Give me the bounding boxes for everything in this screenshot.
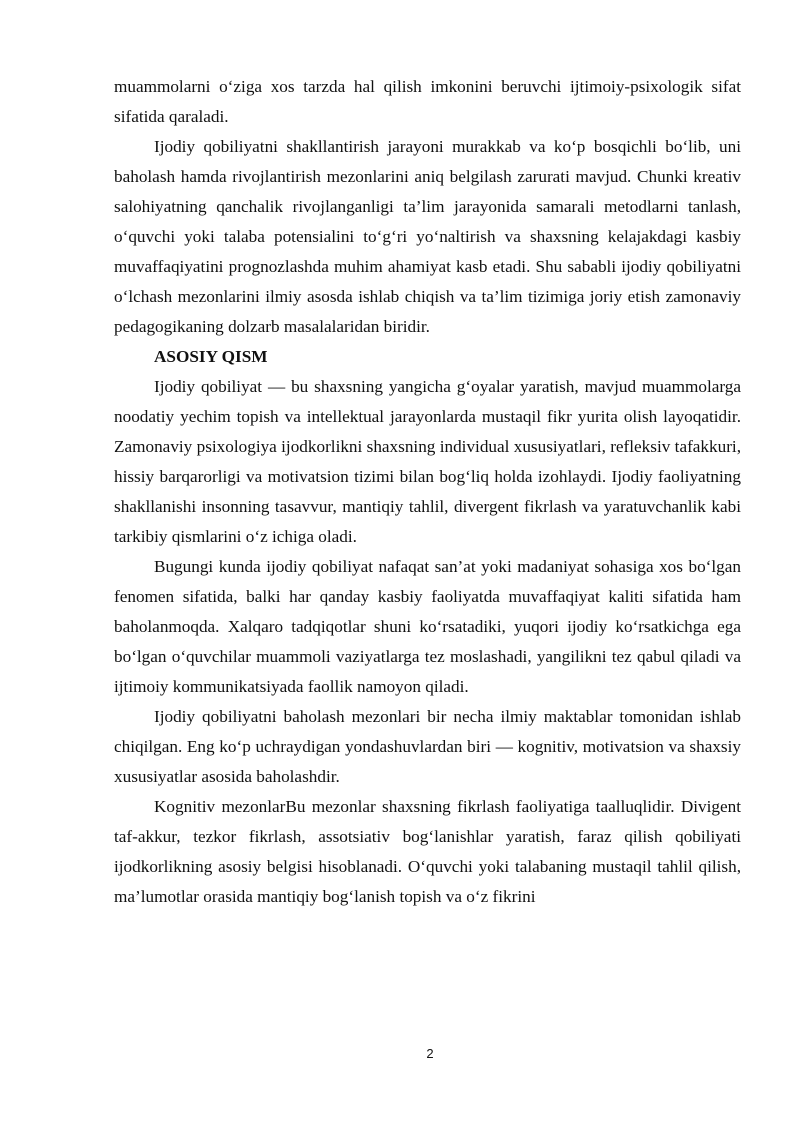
paragraph-continuation: muammolarni o‘ziga xos tarzda hal qilish imkonini beruvchi ijtimoiy-psixologik sifat sifatida qaraladi. xyxy=(114,77,741,126)
document-page xyxy=(114,72,741,912)
paragraph-importance: Bugungi kunda ijodiy qobiliyat nafaqat san’at yoki madaniyat sohasiga xos bo‘lgan fenomen sifatida, balki har qanday kasbiy faoliyatda muvaffaqiyat kaliti sifatida ham baholanmoqda. Xalqaro tadqiqotlar shuni ko‘rsatadiki, yuqori ijodiy ko‘rsatkichga ega bo‘lgan o‘quvchilar muammoli vaziyatlarga tez moslashadi, yangilikni tez qabul qiladi va ijtimoiy kommunikatsiyada faollik namoyon qiladi. xyxy=(114,557,741,696)
paragraph-criteria: Ijodiy qobiliyatni baholash mezonlari bir necha ilmiy maktablar tomonidan ishlab chiqilgan. Eng ko‘p uchraydigan yondashuvlardan biri — kognitiv, motivatsion va shaxsiy xususiyatlar asosida baholashdir. xyxy=(114,707,741,786)
paragraph-definition: Ijodiy qobiliyat — bu shaxsning yangicha g‘oyalar yaratish, mavjud muammolarga noodatiy yechim topish va intellektual jarayonlarda mustaqil fikr yurita olish layoqatidir. Zamonaviy psixologiya ijodkorlikni shaxsning individual xususiyatlari, refleksiv tafakkuri, hissiy barqarorligi va motivatsion tizimi bilan bog‘liq holda izohlaydi. Ijodiy faoliyatning shakllanishi insonning tasavvur, mantiqiy tahlil, divergent fikrlash va yaratuvchanlik kabi tarkibiy qismlarini o‘z ichiga oladi. xyxy=(114,377,741,546)
paragraph-intro: Ijodiy qobiliyatni shakllantirish jarayoni murakkab va ko‘p bosqichli bo‘lib, uni baholash hamda rivojlantirish mezonlarini aniq belgilash zarurati mavjud. Chunki kreativ salohiyatning qanchalik rivojlanganligi ta’lim jarayonida samarali metodlarni tanlash, o‘quvchi yoki talaba potensialini to‘g‘ri yo‘naltirish va shaxsning kelajakdagi kasbiy muvaffaqiyatini prognozlashda muhim ahamiyat kasb etadi. Shu sababli ijodiy qobiliyatni o‘lchash mezonlarini ilmiy asosda ishlab chiqish va ta’lim tizimiga joriy etish zamonaviy pedagogikaning dolzarb masalalaridan biridir. xyxy=(114,137,741,336)
paragraph-cognitive: Kognitiv mezonlarBu mezonlar shaxsning fikrlash faoliyatiga taalluqlidir. Divigent taf-akkur, tezkor fikrlash, assotsiativ bog‘lanishlar yaratish, faraz qilish qobiliyati ijodkorlikning asosiy belgisi hisoblanadi. O‘quvchi yoki talabaning mustaqil tahlil qilish, ma’lumotlar orasida mantiqiy bog‘lanish topish va o‘z fikrini xyxy=(114,797,741,906)
section-heading: ASOSIY QISM xyxy=(154,347,268,366)
page-number: 2 xyxy=(426,1046,434,1061)
